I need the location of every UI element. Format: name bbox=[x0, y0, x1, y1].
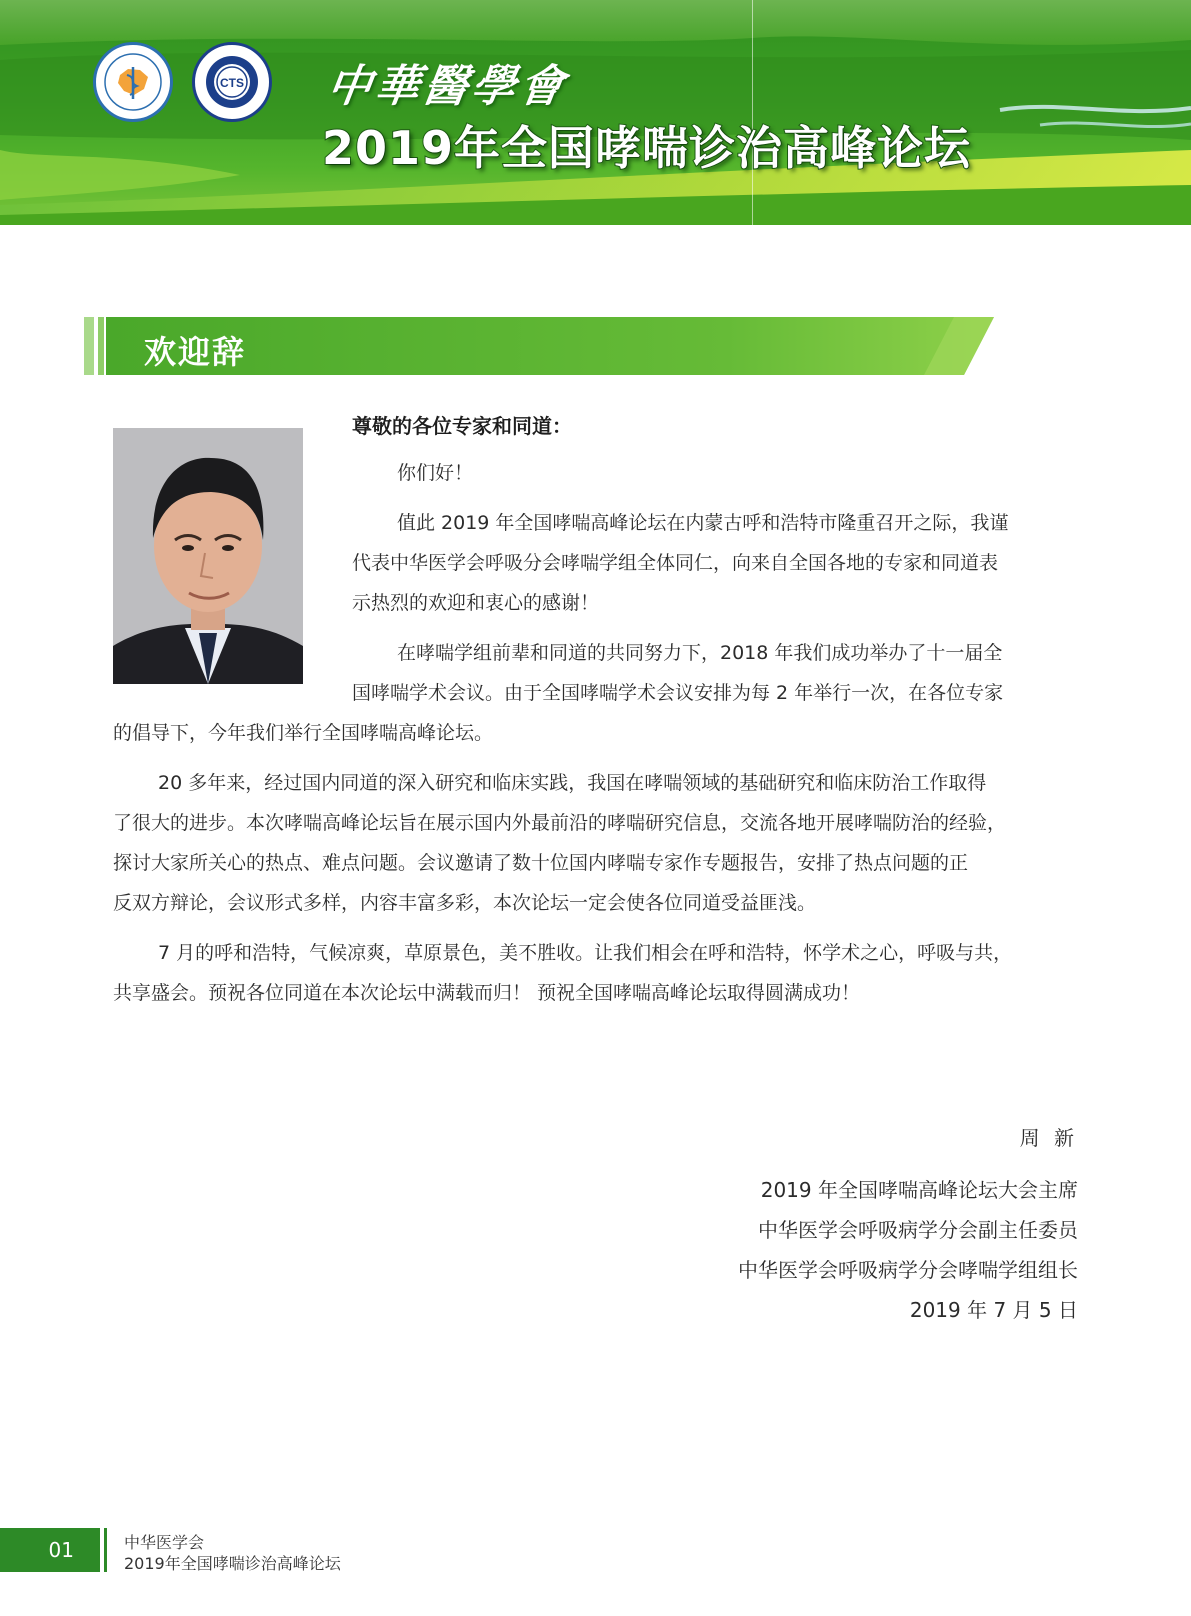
letter-line: 代表中华医学会呼吸分会哮喘学组全体同仁，向来自全国各地的专家和同道表 bbox=[352, 552, 999, 574]
author-photo bbox=[113, 428, 303, 684]
cts-logo bbox=[192, 42, 272, 122]
footer-divider bbox=[104, 1528, 107, 1572]
footer-organization: 中华医学会 bbox=[124, 1533, 205, 1552]
signature-date: 2019 年 7 月 5 日 bbox=[909, 1298, 1078, 1322]
signature-name: 周 新 bbox=[1019, 1126, 1078, 1150]
letter-line: 国哮喘学术会议。由于全国哮喘学术会议安排为每 2 年举行一次，在各位专家 bbox=[352, 682, 1004, 704]
footer-event-title: 2019年全国哮喘诊治高峰论坛 bbox=[124, 1554, 341, 1573]
header-banner bbox=[0, 0, 1191, 225]
letter-line: 值此 2019 年全国哮喘高峰论坛在内蒙古呼和浩特市隆重召开之际，我谨 bbox=[397, 512, 1009, 534]
banner-title: 2019年全国哮喘诊治高峰论坛 bbox=[322, 121, 972, 175]
letter-line: 共享盛会。预祝各位同道在本次论坛中满载而归！ 预祝全国哮喘高峰论坛取得圆满成功！ bbox=[113, 982, 861, 1004]
signature-role: 2019 年全国哮喘高峰论坛大会主席 bbox=[760, 1178, 1078, 1202]
signature-role: 中华医学会呼吸病学分会副主任委员 bbox=[758, 1218, 1078, 1242]
signature-role: 中华医学会呼吸病学分会哮喘学组组长 bbox=[738, 1258, 1078, 1282]
page-number: 01 bbox=[48, 1538, 74, 1562]
cma-logo bbox=[93, 42, 173, 122]
letter-line: 20 多年来，经过国内同道的深入研究和临床实践，我国在哮喘领域的基础研究和临床防治工作取得 bbox=[158, 772, 987, 794]
letter-line: 示热烈的欢迎和衷心的感谢！ bbox=[352, 592, 600, 614]
letter-line: 探讨大家所关心的热点、难点问题。会议邀请了数十位国内哮喘专家作专题报告，安排了热点问题的正 bbox=[113, 852, 969, 874]
letter-line: 在哮喘学组前辈和同道的共同努力下，2018 年我们成功举办了十一届全 bbox=[397, 642, 1003, 664]
letter-line: 7 月的呼和浩特，气候凉爽，草原景色，美不胜收。让我们相会在呼和浩特，怀学术之心，呼吸与共， bbox=[158, 942, 1013, 964]
letter-salutation: 尊敬的各位专家和同道： bbox=[352, 414, 572, 438]
cts-logo-text: CTS bbox=[220, 76, 244, 90]
letter-line: 你们好！ bbox=[397, 462, 474, 484]
section-title: 欢迎辞 bbox=[144, 333, 247, 371]
letter-line: 了很大的进步。本次哮喘高峰论坛旨在展示国内外最前沿的哮喘研究信息，交流各地开展哮喘防治的经验， bbox=[113, 812, 1007, 834]
letter-line: 反双方辩论，会议形式多样，内容丰富多彩，本次论坛一定会使各位同道受益匪浅。 bbox=[113, 892, 817, 914]
letter-line: 的倡导下，今年我们举行全国哮喘高峰论坛。 bbox=[113, 722, 494, 744]
cma-calligraphy: 中華醫學會 bbox=[323, 61, 571, 112]
